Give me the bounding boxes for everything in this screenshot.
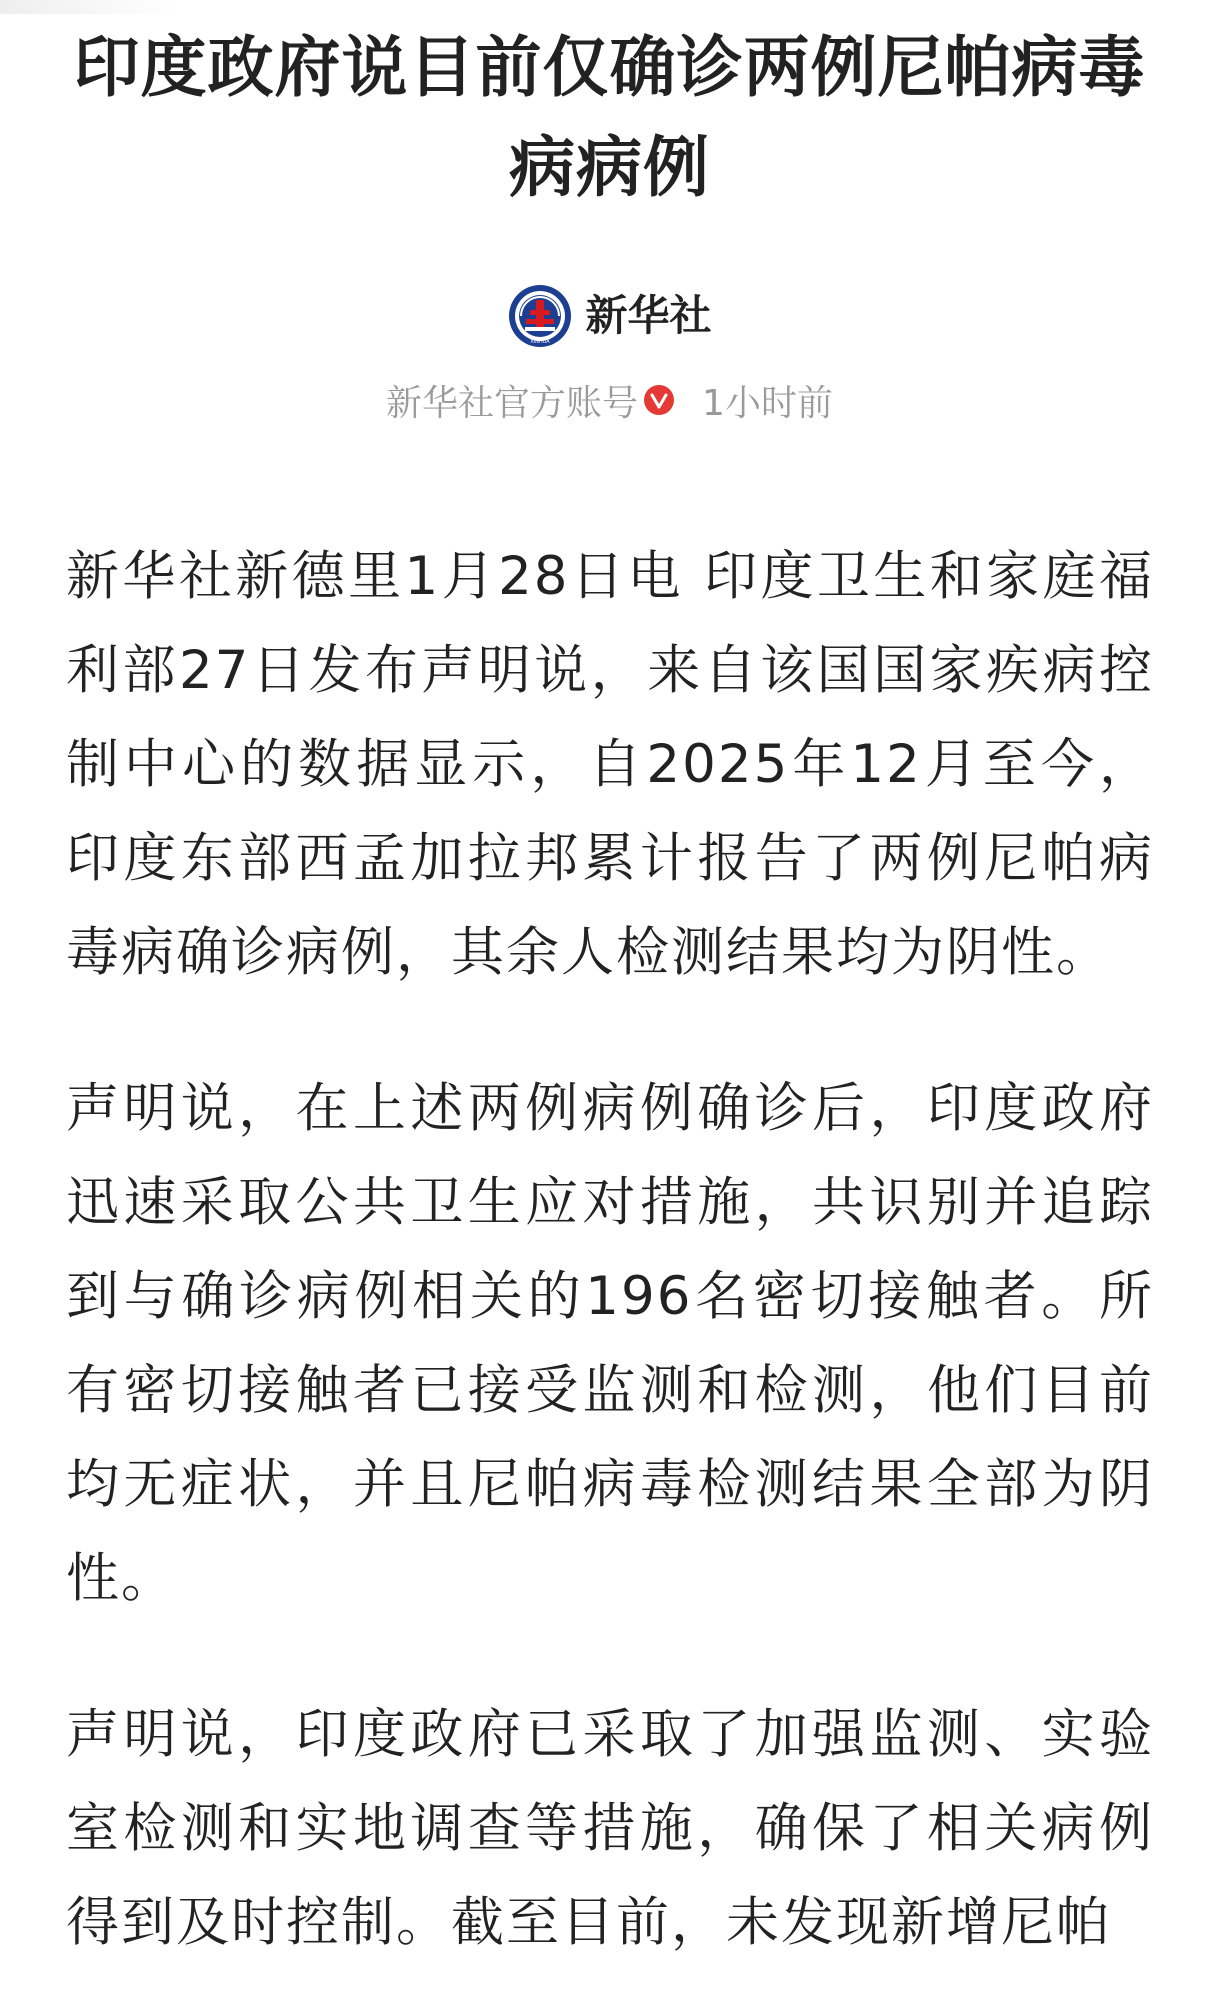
- red-verified-badge-icon: [642, 383, 676, 417]
- article-paragraph: 声明说，在上述两例病例确诊后，印度政府迅速采取公共卫生应对措施，共识别并追踪到与确诊病例相关的196名密切接触者。所有密切接触者已接受监测和检测，他们目前均无症状，并且尼帕病毒检测结果全部为阴性。: [66, 1078, 1154, 1609]
- article-body: [66, 530, 1154, 2002]
- article-paragraph: 新华社新德里1月28日电 印度卫生和家庭福利部27日发布声明说，来自该国国家疾病控制中心的数据显示，自2025年12月至今，印度东部西孟加拉邦累计报告了两例尼帕病毒病确诊病例，其余人检测结果均为阴性。: [66, 546, 1154, 983]
- article-meta: [0, 372, 1219, 428]
- xinhua-logo-icon[interactable]: [507, 283, 573, 349]
- author-name[interactable]: 新华社: [585, 291, 712, 340]
- author-row[interactable]: [0, 282, 1219, 350]
- publish-time: 1小时前: [702, 382, 833, 424]
- article-paragraph: 声明说，印度政府已采取了加强监测、实验室检测和实地调查等措施，确保了相关病例得到及时控制。截至目前，未发现新增尼帕: [66, 1704, 1154, 1953]
- xinhua-logo-text: XINHUA: [530, 339, 551, 345]
- account-label: 新华社官方账号: [386, 382, 639, 424]
- top-edge-shadow: [0, 0, 180, 14]
- article-title: 印度政府说目前仅确诊两例尼帕病毒病病例: [73, 29, 1146, 206]
